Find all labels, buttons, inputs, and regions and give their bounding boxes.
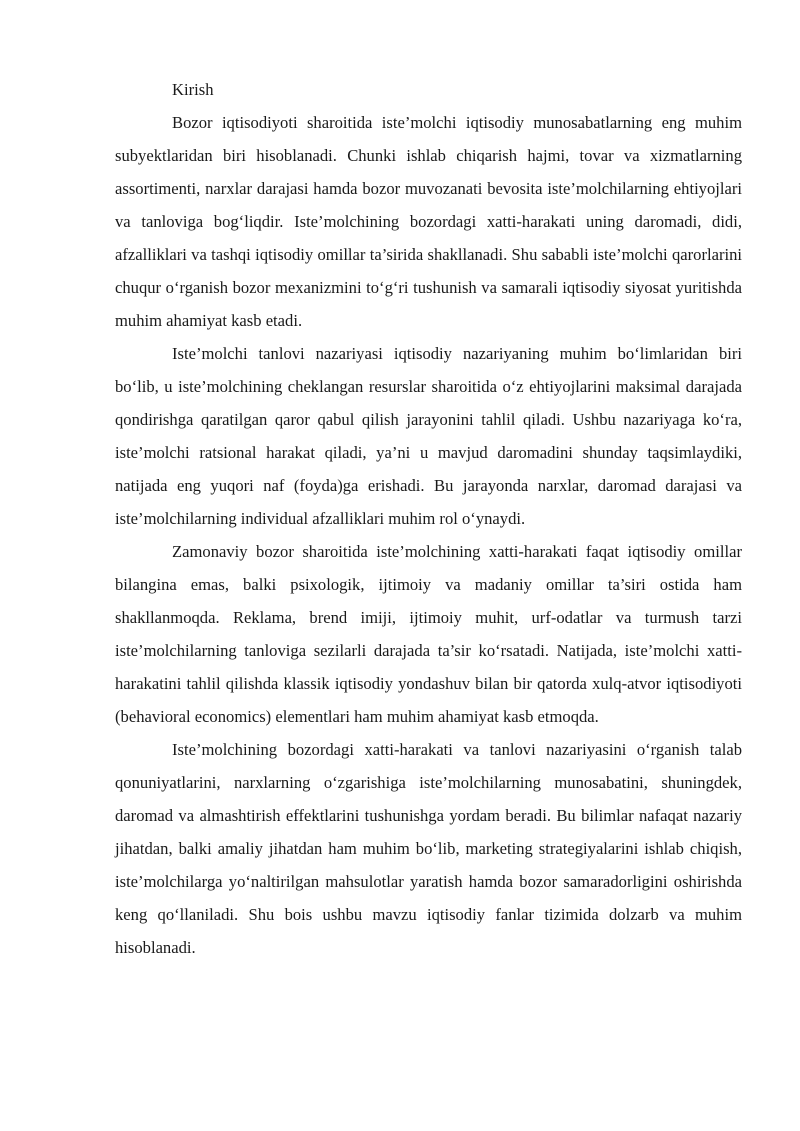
paragraph-3: Zamonaviy bozor sharoitida iste’molchining xatti-harakati faqat iqtisodiy omillar bilangina emas, balki psixologik, ijtimoiy va madaniy omillar ta’siri ostida ham shakllanmoqda. Reklama, brend imiji, ijtimoiy muhit, urf-odatlar va turmush tarzi iste’molchilarning tanloviga sezilarli darajada ta’sir ko‘rsatadi. Natijada, iste’molchi xatti-harakatini tahlil qilishda klassik iqtisodiy yondashuv bilan bir qatorda xulq-atvor iqtisodiyoti (behavioral economics) elementlari ham muhim ahamiyat kasb etmoqda. [115, 542, 742, 726]
section-heading: Kirish [172, 80, 214, 99]
document-page [115, 73, 742, 964]
paragraph-1: Bozor iqtisodiyoti sharoitida iste’molchi iqtisodiy munosabatlarning eng muhim subyektlaridan biri hisoblanadi. Chunki ishlab chiqarish hajmi, tovar va xizmatlarning assortimenti, narxlar darajasi hamda bozor muvozanati bevosita iste’molchilarning ehtiyojlari va tanloviga bog‘liqdir. Iste’molchining bozordagi xatti-harakati uning daromadi, didi, afzalliklari va tashqi iqtisodiy omillar ta’sirida shakllanadi. Shu sababli iste’molchi qarorlarini chuqur o‘rganish bozor mexanizmini to‘g‘ri tushunish va samarali iqtisodiy siyosat yuritishda muhim ahamiyat kasb etadi. [115, 113, 742, 330]
paragraph-2: Iste’molchi tanlovi nazariyasi iqtisodiy nazariyaning muhim bo‘limlaridan biri bo‘lib, u iste’molchining cheklangan resurslar sharoitida o‘z ehtiyojlarini maksimal darajada qondirishga qaratilgan qaror qabul qilish jarayonini tahlil qiladi. Ushbu nazariyaga ko‘ra, iste’molchi ratsional harakat qiladi, ya’ni u mavjud daromadini shunday taqsimlaydiki, natijada eng yuqori naf (foyda)ga erishadi. Bu jarayonda narxlar, daromad darajasi va iste’molchilarning individual afzalliklari muhim rol o‘ynaydi. [115, 344, 742, 528]
paragraph-4: Iste’molchining bozordagi xatti-harakati va tanlovi nazariyasini o‘rganish talab qonuniyatlarini, narxlarning o‘zgarishiga iste’molchilarning munosabatini, shuningdek, daromad va almashtirish effektlarini tushunishga yordam beradi. Bu bilimlar nafaqat nazariy jihatdan, balki amaliy jihatdan ham muhim bo‘lib, marketing strategiyalarini ishlab chiqish, iste’molchilarga yo‘naltirilgan mahsulotlar yaratish hamda bozor samaradorligini oshirishda keng qo‘llaniladi. Shu bois ushbu mavzu iqtisodiy fanlar tizimida dolzarb va muhim hisoblanadi. [115, 740, 742, 957]
